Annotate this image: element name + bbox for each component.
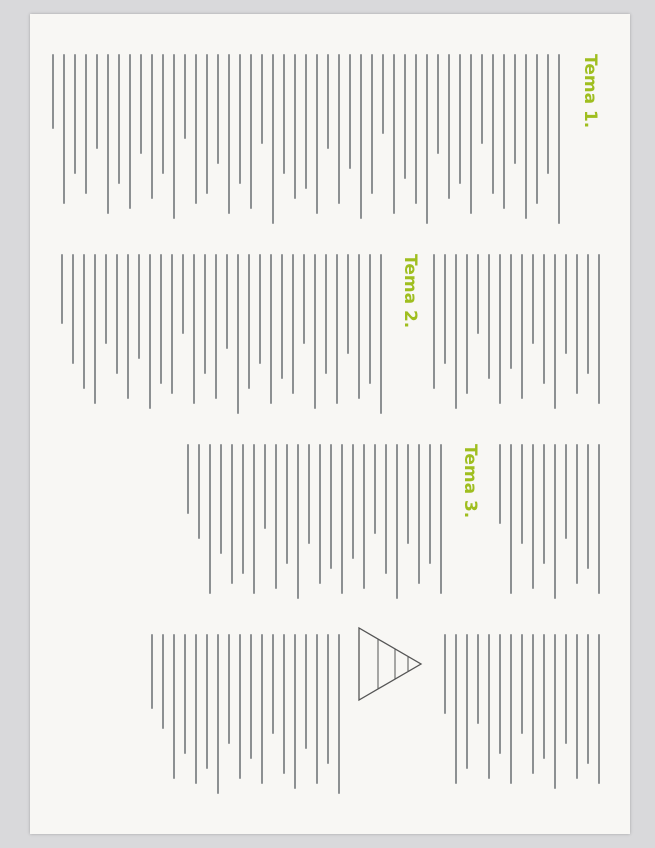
notes-block-4 bbox=[490, 444, 600, 599]
rotated-notes-canvas bbox=[30, 14, 630, 834]
heading-tema-1: Tema 1. bbox=[580, 54, 600, 129]
notes-block-2 bbox=[424, 254, 600, 409]
notes-block-3 bbox=[52, 254, 382, 414]
pyramid-diagram bbox=[355, 624, 425, 704]
notes-block-7 bbox=[142, 634, 340, 794]
heading-tema-3: Tema 3. bbox=[460, 444, 480, 519]
heading-tema-2: Tema 2. bbox=[400, 254, 420, 329]
notes-sheet bbox=[30, 14, 630, 834]
notes-block-6 bbox=[435, 634, 600, 789]
notes-block-1 bbox=[43, 54, 560, 224]
notes-block-5 bbox=[178, 444, 442, 599]
